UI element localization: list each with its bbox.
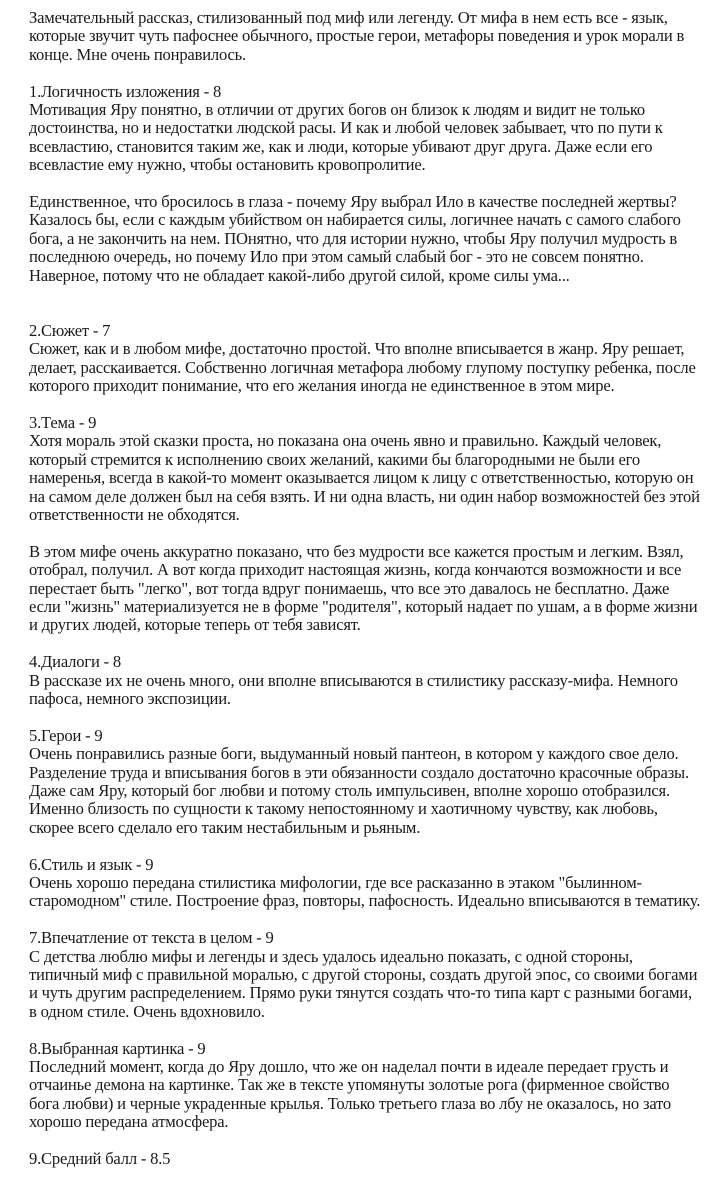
text-line: С детства люблю мифы и легенды и здесь удалось идеально показать, с одной стороны, (29, 946, 633, 966)
text-line: которые звучит чуть пафоснее обычного, простые герои, метафоры поведения и урок морали в (29, 26, 685, 46)
section-heading: 2.Сюжет - 7 (29, 320, 111, 340)
section-theme (29, 414, 709, 635)
section-average-score (29, 1150, 709, 1168)
text-line: Наверное, потому что не обладает какой-либо другой силой, кроме силы ума... (29, 265, 570, 285)
text-line: отчаинье демона на картинке. Так же в тексте упомянуты золотые рога (фирменное свойство (29, 1075, 670, 1095)
text-line: В рассказе их не очень много, они вполне вписываются в стилистику рассказу-мифа. Немного (29, 670, 678, 690)
section-heading: 3.Тема - 9 (29, 412, 97, 432)
text-line: Хотя мораль этой сказки проста, но показана она очень явно и правильно. Каждый человек, (29, 431, 662, 451)
text-line: Замечательный рассказ, стилизованный под миф или легенду. От мифа в нем есть все - язык, (29, 8, 668, 27)
text-line: хорошо передана атмосфера. (29, 1112, 229, 1132)
text-line: которого приходит понимание, что его желания иногда не единственное в этом мире. (29, 376, 615, 396)
text-line: Именно близость по сущности к такому непостоянному и хаотичному чувству, как любовь, (29, 799, 658, 819)
text-line: если "жизнь" материализуется не в форме "родителя", который надает по ушам, а в форме жизни (29, 596, 698, 616)
section-heading: 1.Логичность изложения - 8 (29, 81, 222, 101)
text-line: отобрал, получил. А вот когда приходит настоящая жизнь, когда кончаются возможности и все (29, 560, 682, 580)
section-style (29, 856, 709, 911)
section-heading: 9.Средний балл - 8.5 (29, 1149, 171, 1169)
intro-paragraph (29, 9, 709, 64)
text-line: делает, расскаивается. Собственно логичная метафора любому глупому поступку ребенка, после (29, 357, 696, 377)
section-heading: 5.Герои - 9 (29, 725, 103, 745)
text-line: Очень понравились разные боги, выдуманный новый пантеон, в котором у каждого свое дело. (29, 744, 679, 764)
text-line: который стремится к исполнению своих желаний, какими бы благородными не были его (29, 449, 640, 469)
text-line: Даже сам Яру, который бог любви и потому столь импульсивен, вполне хорошо отобразился. (29, 780, 670, 800)
section-heading: 6.Стиль и язык - 9 (29, 854, 154, 874)
section-heading: 4.Диалоги - 8 (29, 652, 121, 672)
text-line: Сюжет, как и в любом мифе, достаточно простой. Что вполне вписывается в жанр. Яру решает, (29, 339, 685, 359)
text-line: и чуть другим распределением. Прямо руки тянутся создать что-то типа карт с разными богами, (29, 983, 692, 1003)
text-line: намеренья, всегда в какой-то момент оказывается лицом к лицу с ответственностью, которую он (29, 468, 694, 488)
text-line: всевластие ему нужно, чтобы остановить кровопролитие. (29, 155, 426, 175)
text-line: конце. Мне очень понравилось. (29, 44, 246, 64)
text-line: скорее всего сделало его таким нестабильным и рьяным. (29, 817, 421, 837)
text-line: Последний момент, когда до Яру дошло, что же он наделал почти в идеале передает грусть и (29, 1057, 669, 1076)
text-line: всевластию, становится таким же, как и люди, которые убивают друг друга. Даже если его (29, 136, 653, 156)
section-heading: 8.Выбранная картинка - 9 (29, 1038, 206, 1058)
text-line: Единственное, что бросилось в глаза - почему Яру выбрал Ило в качестве последней жертвы? (29, 192, 677, 212)
text-line: перестает быть "легко", вот тогда вдруг понимаешь, что все это давалось не бесплатно. Даже (29, 578, 670, 598)
section-logic (29, 83, 709, 285)
text-line: Очень хорошо передана стилистика мифологии, где все расказанно в этаком "былинном- (29, 872, 642, 892)
text-line: бога любви) и черные украденные крылья. Только третьего глаза во лбу не оказалось, но зато (29, 1093, 671, 1113)
section-heroes (29, 727, 709, 837)
text-line: ответственности не обходятся. (29, 504, 240, 524)
text-line: последнюю очередь, но почему Ило при этом самый слабый бог - это не совсем понятно. (29, 247, 644, 267)
text-line: достоинства, но и недостатки людской расы. И как и любой человек забывает, что по пути к (29, 118, 663, 138)
text-line: пафоса, немного экспозиции. (29, 688, 231, 708)
text-line: в одном стиле. Очень вдохновило. (29, 1001, 265, 1021)
section-heading: 7.Впечатление от текста в целом - 9 (29, 928, 274, 948)
text-line: и других людей, которые теперь от тебя зависят. (29, 615, 361, 635)
text-line: Разделение труда и вписывания богов в эти обязанности создало достаточно красочные образы. (29, 762, 689, 782)
section-dialogues (29, 653, 709, 708)
text-line: старомодном" стиле. Построение фраз, повторы, пафосность. Идеально вписываются в тематику. (29, 891, 701, 911)
text-line: на самом деле должен был на себя взять. И ни одна власть, ни один набор возможностей без этой (29, 486, 700, 506)
text-line: бога, а не закончить на нем. ПОнятно, что для истории нужно, чтобы Яру получил мудрость в (29, 228, 678, 248)
section-picture (29, 1040, 709, 1132)
section-plot (29, 322, 709, 396)
text-line: Казалось бы, если с каждым убийством он набирается силы, логичнее начать с самого слабого (29, 210, 681, 230)
section-impression (29, 929, 709, 1021)
text-line: Мотивация Яру понятно, в отличии от других богов он близок к людям и видит не только (29, 100, 646, 120)
text-line: В этом мифе очень аккуратно показано, что без мудрости все кажется простым и легким. Взял, (29, 541, 684, 561)
text-line: типичный миф с правильной моралью, с другой стороны, создать другой эпос, со своими богами (29, 964, 698, 984)
